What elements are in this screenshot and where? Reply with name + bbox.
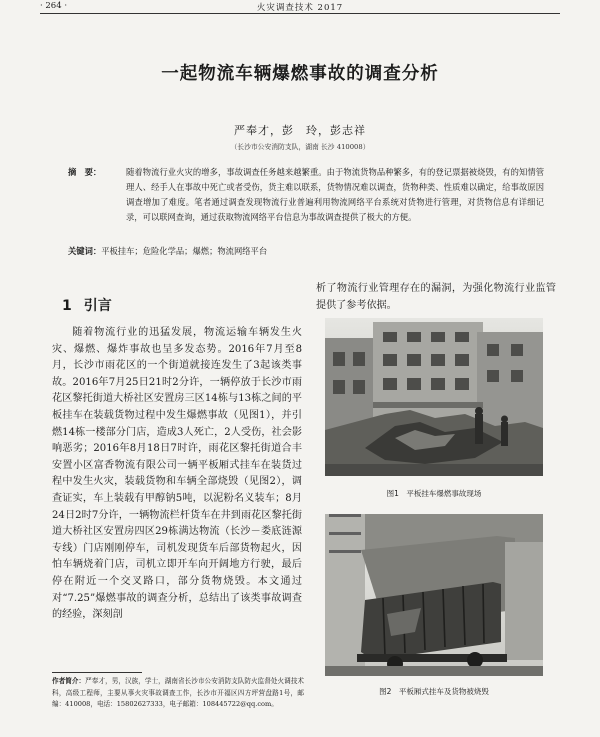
journal-name: 火灾调查技术 2017 xyxy=(256,3,344,13)
page-number: · 264 · xyxy=(40,1,68,11)
keywords-text: 平板挂车；危险化学品；爆燃；物流网络平台 xyxy=(101,246,268,256)
article-title: 一起物流车辆爆燃事故的调查分析 xyxy=(161,64,439,84)
section-title: 引言 xyxy=(83,298,112,314)
keywords xyxy=(68,245,544,257)
figure-2-photo xyxy=(325,514,543,676)
section-number: 1 xyxy=(62,298,72,314)
footnote-label: 作者简介： xyxy=(52,677,86,685)
figure-2-caption: 图2 平板厢式挂车及货物被烧毁 xyxy=(379,687,489,696)
abstract-text: 随着物流行业火灾的增多，事故调查任务越来越繁重。由于物流货物品种繁多，有的登记票据被烧毁，有的知情管理人、经手人在事故中死亡或者受伤，货主难以联系，货物情况难以调查，货物种类、性质难以确定，给事故原因调查增加了难度。笔者通过调查发现物流行业普遍利用物流网络平台系统对货物进行管理，对货物信息有详细记录，可以联网查询，通过获取物流网络平台信息为事故调查提供了极大的方便。 xyxy=(126,167,544,222)
footnote-rule xyxy=(52,672,142,673)
figure-1-caption: 图1 平板挂车爆燃事故现场 xyxy=(386,489,482,498)
authors: 严奉才，彭 玲，彭志祥 xyxy=(234,124,366,137)
keywords-label: 关键词： xyxy=(68,246,102,256)
affiliation: （长沙市公安消防支队，湖南 长沙 410008） xyxy=(230,143,370,151)
body-left-column xyxy=(52,325,302,624)
author-footnote xyxy=(52,676,304,711)
body-right-continuation: 析了物流行业管理存在的漏洞，为强化物流行业监管提供了参考依据。 xyxy=(316,283,556,311)
body-paragraph: 随着物流行业的迅猛发展，物流运输车辆发生火灾、爆燃、爆炸事故也呈多发态势。2016年7月至8月，长沙市雨花区的一个街道就接连发生了3起该类事故。2016年7月25日21时2分许，一辆停放于长沙市雨花区黎托街道大桥社区安置房三区14栋与13栋之间的平板挂车在装载货物过程中发生爆燃事故（见图1），并引燃14栋一楼部分门店，造成3人死亡，2人受伤，社会影响恶劣；2016年8月18日7时许，雨花区黎托街道合丰安置小区富香物流有限公司一辆平板厢式挂车在装货过程中发生火灾，装载货物和车辆全部烧毁（见图2），调查证实，车上装载有甲醇钠5吨，以泥粉名义装车；8月24日2时7分许，一辆物流栏杆货车在井到雨花区黎托街道大桥社区安置房四区29栋满达物流（长沙－娄底涟源专线）门店刚刚停车，司机发现货车后部货物起火，因怕车辆烧着门店，司机立即开车向开阔地方行驶，最后停在附近一个交叉路口，部分货物烧毁。本文通过对“7.25”爆燃事故的调查分析，总结出了该类事故调查的经验，深刻剖 xyxy=(52,327,302,621)
section-heading xyxy=(62,295,112,315)
figure-1-photo xyxy=(325,318,543,476)
running-header xyxy=(40,0,560,14)
footnote-text: 严奉才，男，汉族，学士，湖南省长沙市公安消防支队防火监督处火调技术科，高级工程师，主要从事火灾事故调查工作，长沙市开福区四方坪营盘路1号，邮编：410008，电话：15802627333，电子邮箱：108445722@qq.com。 xyxy=(52,677,305,708)
abstract-label: 摘 要： xyxy=(68,167,102,177)
abstract xyxy=(68,165,544,225)
